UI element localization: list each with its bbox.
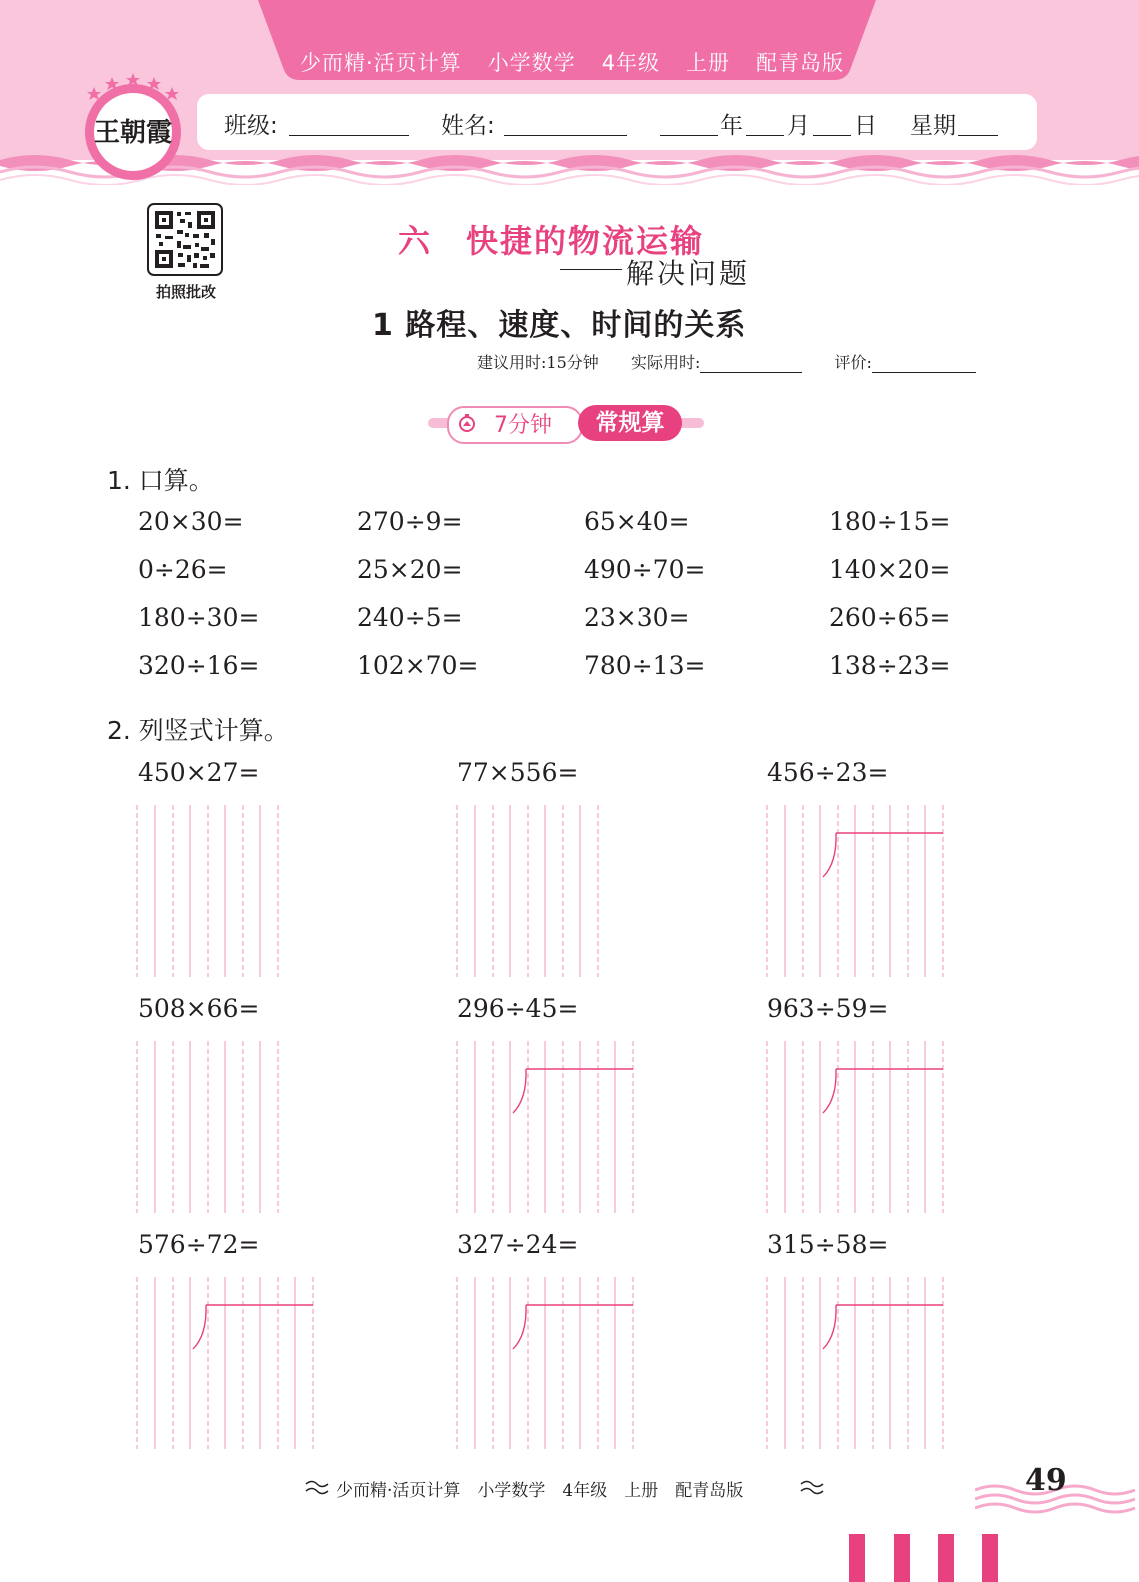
- question2-heading: 2. 列竖式计算。: [107, 716, 289, 745]
- day-field[interactable]: [813, 135, 851, 136]
- oral-problem: 140×20=: [829, 555, 951, 584]
- qr-caption: 拍照批改: [155, 283, 216, 301]
- oral-problem: 102×70=: [357, 651, 479, 680]
- work-grid-division: [455, 1277, 640, 1449]
- oral-problem: 180÷15=: [829, 507, 951, 536]
- series-edition: 配青岛版: [756, 51, 845, 75]
- actual-time-label: 实际用时:: [630, 353, 701, 372]
- evaluation-label: 评价:: [834, 353, 872, 372]
- week-field[interactable]: [958, 135, 998, 136]
- footer-bar: [938, 1534, 954, 1582]
- work-grid-division: [765, 1277, 950, 1449]
- clock-icon: [458, 414, 476, 432]
- footer-bar: [849, 1534, 865, 1582]
- page-number: 49: [1025, 1463, 1067, 1498]
- work-grid-division: [455, 1041, 640, 1213]
- series-title: [300, 45, 845, 79]
- month-field[interactable]: [746, 135, 784, 136]
- year-label: 年: [720, 113, 743, 139]
- series-subject: 小学数学: [487, 51, 576, 75]
- oral-problem: 780÷13=: [584, 651, 706, 680]
- unit-subtitle-text: 解决问题: [626, 257, 751, 290]
- column-problem: 963÷59=: [767, 994, 889, 1023]
- qr-code-icon[interactable]: [147, 203, 223, 276]
- wave-icon: [800, 1479, 824, 1495]
- oral-problem: 138÷23=: [829, 651, 951, 680]
- oral-problem: 240÷5=: [357, 603, 463, 632]
- day-label: 日: [854, 113, 877, 139]
- month-label: 月: [787, 113, 810, 139]
- class-field[interactable]: [289, 135, 409, 136]
- oral-problem: 0÷26=: [138, 555, 228, 584]
- unit-title: 六 快捷的物流运输: [398, 222, 705, 260]
- column-problem: 315÷58=: [767, 1230, 889, 1259]
- column-problem: 450×27=: [138, 758, 260, 787]
- oral-problem: 23×30=: [584, 603, 690, 632]
- column-problem: 327÷24=: [457, 1230, 579, 1259]
- footer-series: 少而精·活页计算 小学数学 4年级 上册 配青岛版: [336, 1481, 744, 1501]
- lesson-title: 1 路程、速度、时间的关系: [372, 308, 747, 343]
- work-grid-multiply: [135, 1041, 285, 1213]
- name-label: 姓名:: [441, 113, 495, 139]
- work-grid-division: [765, 805, 950, 977]
- series-grade: 4年级: [601, 51, 661, 75]
- oral-problem: 65×40=: [584, 507, 690, 536]
- suggested-time: 建议用时:15分钟: [477, 353, 599, 372]
- wave-icon: [305, 1479, 329, 1495]
- section-type: 常规算: [578, 405, 682, 441]
- logo-text: 王朝霞: [93, 118, 173, 148]
- oral-problem: 490÷70=: [584, 555, 706, 584]
- oral-problem: 20×30=: [138, 507, 244, 536]
- series-volume: 上册: [686, 51, 731, 75]
- series-name: 少而精·活页计算: [300, 51, 462, 75]
- publisher-logo: [80, 70, 186, 182]
- work-grid-division: [765, 1041, 950, 1213]
- column-problem: 456÷23=: [767, 758, 889, 787]
- week-label: 星期: [910, 113, 956, 139]
- evaluation-field[interactable]: [872, 358, 976, 373]
- name-field[interactable]: [504, 135, 627, 136]
- column-problem: 77×556=: [457, 758, 579, 787]
- column-problem: 576÷72=: [138, 1230, 260, 1259]
- oral-problem: 320÷16=: [138, 651, 260, 680]
- year-field[interactable]: [660, 135, 718, 136]
- oral-problem: 270÷9=: [357, 507, 463, 536]
- subtitle-dash: [560, 269, 622, 270]
- question1-heading: 1. 口算。: [107, 466, 214, 495]
- oral-problem: 260÷65=: [829, 603, 951, 632]
- unit-subtitle: [560, 252, 750, 292]
- work-grid-multiply: [135, 805, 285, 977]
- footer-bar: [982, 1534, 998, 1582]
- oral-problem: 25×20=: [357, 555, 463, 584]
- column-problem: 296÷45=: [457, 994, 579, 1023]
- footer-bar: [894, 1534, 910, 1582]
- section-time: 7分钟: [494, 413, 552, 438]
- work-grid-division: [135, 1277, 320, 1449]
- column-problem: 508×66=: [138, 994, 260, 1023]
- work-grid-multiply: [455, 805, 605, 977]
- time-meta-row: [477, 350, 976, 373]
- student-info-bar: [197, 94, 1037, 150]
- actual-time-field[interactable]: [700, 358, 802, 373]
- oral-problem: 180÷30=: [138, 603, 260, 632]
- class-label: 班级:: [224, 113, 278, 139]
